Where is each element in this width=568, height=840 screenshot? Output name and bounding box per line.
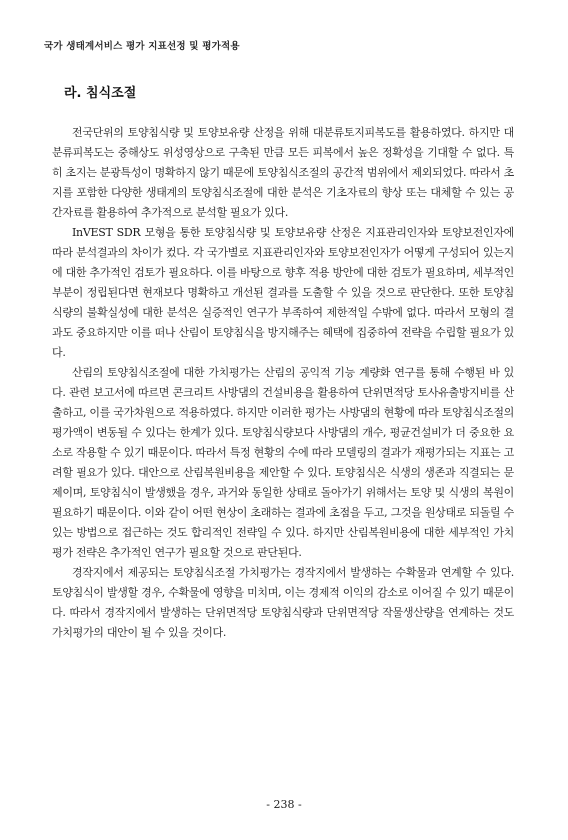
paragraph: InVEST SDR 모형을 통한 토양침식량 및 토양보유량 산정은 지표관리인자와 토양보전인자에 따라 분석결과의 차이가 컸다. 각 국가별로 지표관리인자와 토양보전인자가 어떻게 구성되어 있는지에 대한 추가적인 검토가 필요하다. 이를 바탕으로 향후 적용 방안에 대한 검토가 필요하며, 세부적인 부분이 정립된다면 현재보다 명확하고 개선된 결과를 도출할 수 있을 것으로 판단한다. 또한 토양침식량의 불확실성에 대한 분석은 실증적인 연구가 부족하여 제한적일 수밖에 없다. 따라서 모형의 결과도 중요하지만 이를 떠나 산림이 토양침식을 방지해주는 혜택에 집중하여 전략을 수립할 필요가 있다. [52,226,514,359]
running-header: 국가 생태계서비스 평가 지표선정 및 평가적용 [44,41,240,52]
paragraph: 전국단위의 토양침식량 및 토양보유량 산정을 위해 대분류토지피복도를 활용하였다. 하지만 대분류피복도는 중해상도 위성영상으로 구축된 만큼 모든 피복에서 높은 정확성을 기대할 수 없다. 특히 초지는 분광특성이 명확하지 않기 때문에 토양침식조절의 공간적 범위에서 제외되었다. 따라서 초지를 포함한 다양한 생태계의 토양침식조절에 대한 분석은 기초자료의 향상 또는 대체할 수 있는 공간자료를 활용하여 추가적으로 분석할 필요가 있다. [52,126,514,219]
body-text [52,123,514,643]
page-number: - 238 - [266,798,302,811]
section-heading: 라. 침식조절 [64,86,137,101]
paragraph: 산림의 토양침식조절에 대한 가치평가는 산림의 공익적 기능 계량화 연구를 통해 수행된 바 있다. 관련 보고서에 따르면 콘크리트 사방댐의 건설비용을 활용하여 단위면적당 토사유출방지비를 산출하고, 이를 국가차원으로 적용하였다. 하지만 이러한 평가는 사방댐의 현황에 따라 토양침식조절의 평가액이 변동될 수 있다는 한계가 있다. 토양침식량보다 사방댐의 개수, 평균건설비가 더 중요한 요소로 작용할 수 있기 때문이다. 따라서 특정 현황의 수에 따라 모델링의 결과가 재평가되는 지표는 고려할 필요가 있다. 대안으로 산림복원비용을 제안할 수 있다. 토양침식은 식생의 생존과 직결되는 문제이며, 토양침식이 발생했을 경우, 과거와 동일한 상태로 돌아가기 위해서는 토양 및 식생의 복원이 필요하기 때문이다. 이와 같이 어떤 현상이 초래하는 결과에 초점을 두고, 그것을 원상태로 되돌릴 수 있는 방법으로 접근하는 것도 합리적인 전략일 수 있다. 하지만 산림복원비용에 대한 세부적인 가치평가 전략은 추가적인 연구가 필요할 것으로 판단된다. [52,366,514,559]
paragraph: 경작지에서 제공되는 토양침식조절 가치평가는 경작지에서 발생하는 수확물과 연계할 수 있다. 토양침식이 발생할 경우, 수확물에 영향을 미치며, 이는 경제적 이익의 감소로 이어질 수 있기 때문이다. 따라서 경작지에서 발생하는 단위면적당 토양침식량과 단위면적당 작물생산량을 연계하는 것도 가치평가의 대안이 될 수 있을 것이다. [52,566,514,639]
